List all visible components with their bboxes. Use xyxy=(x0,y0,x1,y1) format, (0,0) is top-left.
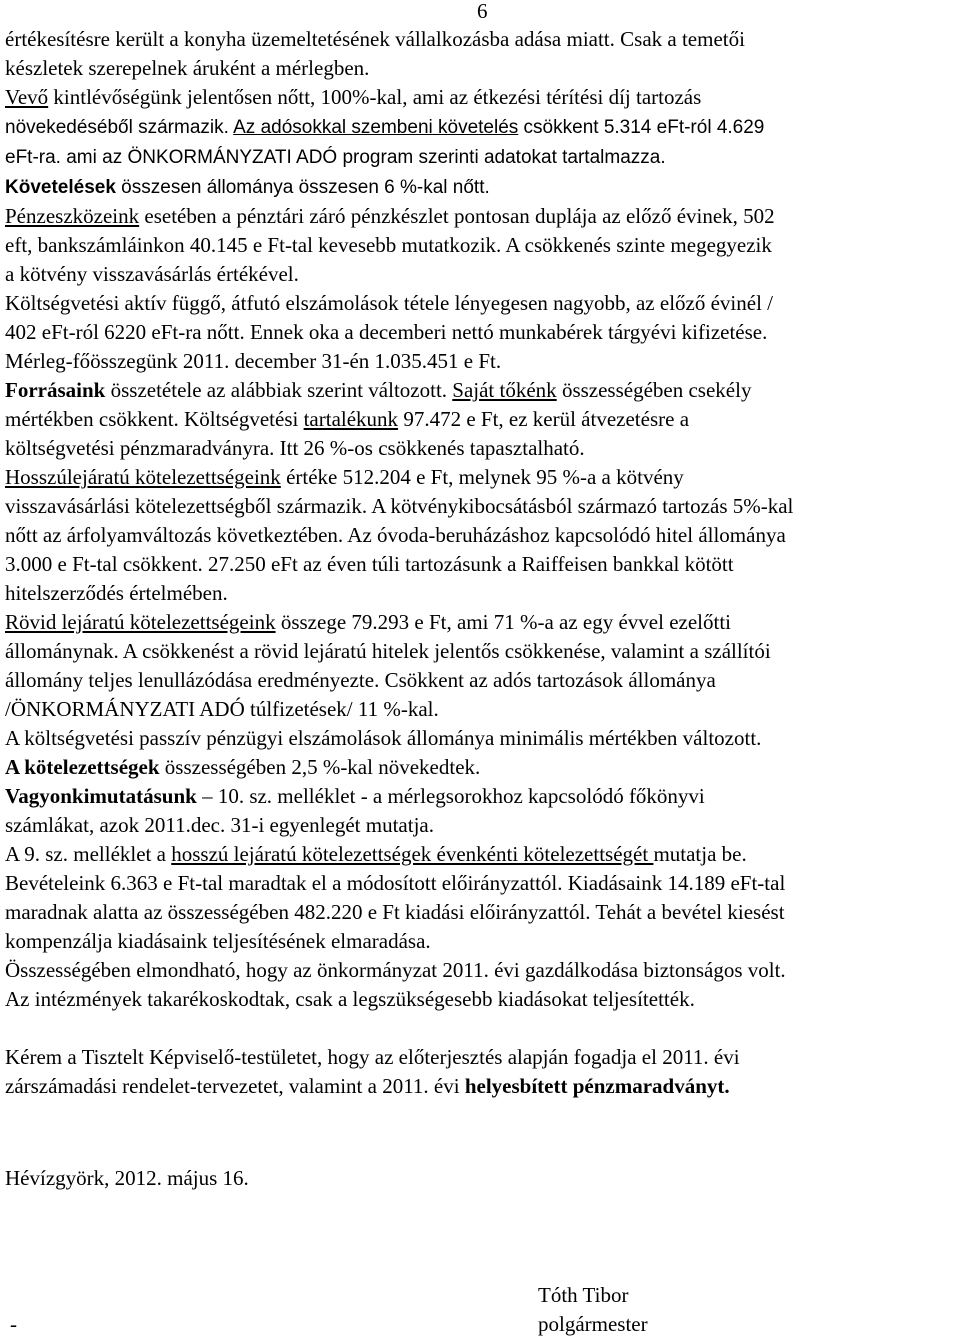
text-segment: költségvetési pénzmaradványra. Itt 26 %-os csökkenés tapasztalható. xyxy=(5,436,585,460)
underlined-term: Pénzeszközeink xyxy=(5,204,140,228)
page-number: 6 xyxy=(477,0,488,23)
text-segment: csökkent 5.314 eFt-ról 4.629 xyxy=(518,117,765,138)
text-line xyxy=(5,347,953,376)
text-line xyxy=(5,231,953,260)
underlined-term: Rövid lejáratú kötelezettségeink xyxy=(5,610,276,634)
text-line xyxy=(5,202,953,231)
text-segment: 97.472 e Ft, ez kerül átvezetésre a xyxy=(398,407,690,431)
signatory-title: polgármester xyxy=(538,1312,648,1336)
text-line xyxy=(5,142,953,172)
underlined-term: Az adósokkal szembeni követelés xyxy=(233,117,519,138)
text-segment: nőtt az árfolyamváltozás következtében. Az óvoda-beruházáshoz kapcsolódó hitel állománya xyxy=(5,523,786,547)
text-segment: Mérleg-főösszegünk 2011. december 31-én 1.035.451 e Ft. xyxy=(5,349,502,373)
text-segment: maradnak alatta az összességében 482.220 e Ft kiadási előirányzattól. Tehát a bevétel kiesést xyxy=(5,900,785,924)
text-line xyxy=(5,695,953,724)
text-line xyxy=(5,25,953,54)
bold-term: Vagyonkimutatásunk xyxy=(5,784,197,808)
text-line xyxy=(5,811,953,840)
text-segment: visszavásárlási kötelezettségből származik. A kötvénykibocsátásból származó tartozás 5%-kal xyxy=(5,494,794,518)
text-segment: Költségvetési aktív függő, átfutó elszámolások tétele lényegesen nagyobb, az előző évinél / xyxy=(5,291,773,315)
text-line xyxy=(5,492,953,521)
text-segment: összességében csekély xyxy=(556,378,752,402)
text-segment: összetétele az alábbiak szerint változott. xyxy=(105,378,453,402)
text-line xyxy=(5,1014,953,1043)
text-line xyxy=(5,782,953,811)
text-line xyxy=(5,579,953,608)
text-segment: 3.000 e Ft-tal csökkent. 27.250 eFt az éven túli tartozásunk a Raiffeisen bankkal kötött xyxy=(5,552,734,576)
bold-term: Forrásaink xyxy=(5,378,106,402)
text-segment: – 10. sz. melléklet - a mérlegsorokhoz kapcsolódó főkönyvi xyxy=(196,784,705,808)
underlined-term: hosszú lejáratú kötelezettségek évenkénti kötelezettségét xyxy=(171,842,654,866)
text-line xyxy=(5,376,953,405)
text-segment: állománynak. A csökkenést a rövid lejáratú hitelek jelentős csökkenése, valamint a szállítói xyxy=(5,639,771,663)
text-line xyxy=(5,956,953,985)
text-line xyxy=(5,405,953,434)
bold-term: Követelések xyxy=(5,177,116,198)
text-line xyxy=(5,550,953,579)
text-segment: Összességében elmondható, hogy az önkormányzat 2011. évi gazdálkodása biztonságos volt. xyxy=(5,958,786,982)
body-text xyxy=(5,25,953,1101)
text-segment: 402 eFt-ról 6220 eFt-ra nőtt. Ennek oka a decemberi nettó munkabérek tárgyévi kifizetése. xyxy=(5,320,768,344)
text-line xyxy=(5,318,953,347)
text-segment: értéke 512.204 e Ft, melynek 95 %-a a kötvény xyxy=(280,465,684,489)
text-segment: esetében a pénztári záró pénzkészlet pontosan duplája az előző évinek, 502 xyxy=(139,204,775,228)
text-line xyxy=(5,840,953,869)
text-segment: készletek szerepelnek áruként a mérlegben. xyxy=(5,56,370,80)
place-date: Hévízgyörk, 2012. május 16. xyxy=(5,1166,249,1190)
text-line xyxy=(5,927,953,956)
text-segment: kintlévőségünk jelentősen nőtt, 100%-kal, ami az étkezési térítési díj tartozás xyxy=(48,85,702,109)
text-segment: mértékben csökkent. Költségvetési xyxy=(5,407,304,431)
text-line xyxy=(5,54,953,83)
text-segment: mutatja be. xyxy=(653,842,747,866)
text-segment: számlákat, azok 2011.dec. 31-i egyenlegét mutatja. xyxy=(5,813,434,837)
text-segment: növekedéséből származik. xyxy=(5,117,234,138)
text-line xyxy=(5,463,953,492)
text-line xyxy=(5,898,953,927)
text-segment: A 9. sz. melléklet a xyxy=(5,842,172,866)
text-line xyxy=(5,1043,953,1072)
text-segment: hitelszerződés értelmében. xyxy=(5,581,228,605)
text-segment: eFt-ra. ami az ÖNKORMÁNYZATI ADÓ program szerinti adatokat tartalmazza. xyxy=(5,147,666,168)
text-segment: összességében 2,5 %-kal növekedtek. xyxy=(159,755,481,779)
text-segment: Bevételeink 6.363 e Ft-tal maradtak el a módosított előirányzattól. Kiadásaink 14.189 eFt-tal xyxy=(5,871,786,895)
bold-term: helyesbített pénzmaradványt. xyxy=(464,1074,730,1098)
text-segment: állomány teljes lenullázódása eredményezte. Csökkent az adós tartozások állománya xyxy=(5,668,716,692)
underlined-term: Saját tőkénk xyxy=(452,378,557,402)
text-segment: zárszámadási rendelet-tervezetet, valamint a 2011. évi xyxy=(5,1074,465,1098)
text-line xyxy=(5,260,953,289)
text-line xyxy=(5,172,953,202)
text-line xyxy=(5,83,953,112)
text-line xyxy=(5,869,953,898)
text-segment: összesen állománya összesen 6 %-kal nőtt. xyxy=(115,177,490,198)
text-segment: kompenzálja kiadásaink teljesítésének elmaradása. xyxy=(5,929,431,953)
text-segment: Kérem a Tisztelt Képviselő-testületet, hogy az előterjesztés alapján fogadja el 2011. évi xyxy=(5,1045,740,1069)
text-segment: eft, bankszámláinkon 40.145 e Ft-tal kevesebb mutatkozik. A csökkenés szinte megegyezik xyxy=(5,233,772,257)
text-line xyxy=(5,289,953,318)
text-line xyxy=(5,724,953,753)
signatory-name: Tóth Tibor xyxy=(538,1283,629,1307)
text-line xyxy=(5,434,953,463)
bold-term: A kötelezettségek xyxy=(5,755,160,779)
text-line xyxy=(5,637,953,666)
text-line xyxy=(5,1072,953,1101)
text-line xyxy=(5,753,953,782)
text-segment: értékesítésre került a konyha üzemeltetésének vállalkozásba adása miatt. Csak a temetői xyxy=(5,27,745,51)
text-line xyxy=(5,521,953,550)
text-segment: /ÖNKORMÁNYZATI ADÓ túlfizetések/ 11 %-kal. xyxy=(5,697,439,721)
text-line xyxy=(5,666,953,695)
text-segment: a kötvény visszavásárlás értékével. xyxy=(5,262,299,286)
text-segment: összege 79.293 e Ft, ami 71 %-a az egy évvel ezelőtti xyxy=(275,610,732,634)
text-segment: A költségvetési passzív pénzügyi elszámolások állománya minimális mértékben változott. xyxy=(5,726,762,750)
underlined-term: Hosszúlejáratú kötelezettségeink xyxy=(5,465,281,489)
underlined-term: tartalékunk xyxy=(303,407,399,431)
text-line xyxy=(5,112,953,142)
signature-dash: - xyxy=(10,1312,17,1336)
text-segment: Az intézmények takarékoskodtak, csak a legszükségesebb kiadásokat teljesítették. xyxy=(5,987,695,1011)
underlined-term: Vevő xyxy=(5,85,49,109)
text-line xyxy=(5,985,953,1014)
text-line xyxy=(5,608,953,637)
